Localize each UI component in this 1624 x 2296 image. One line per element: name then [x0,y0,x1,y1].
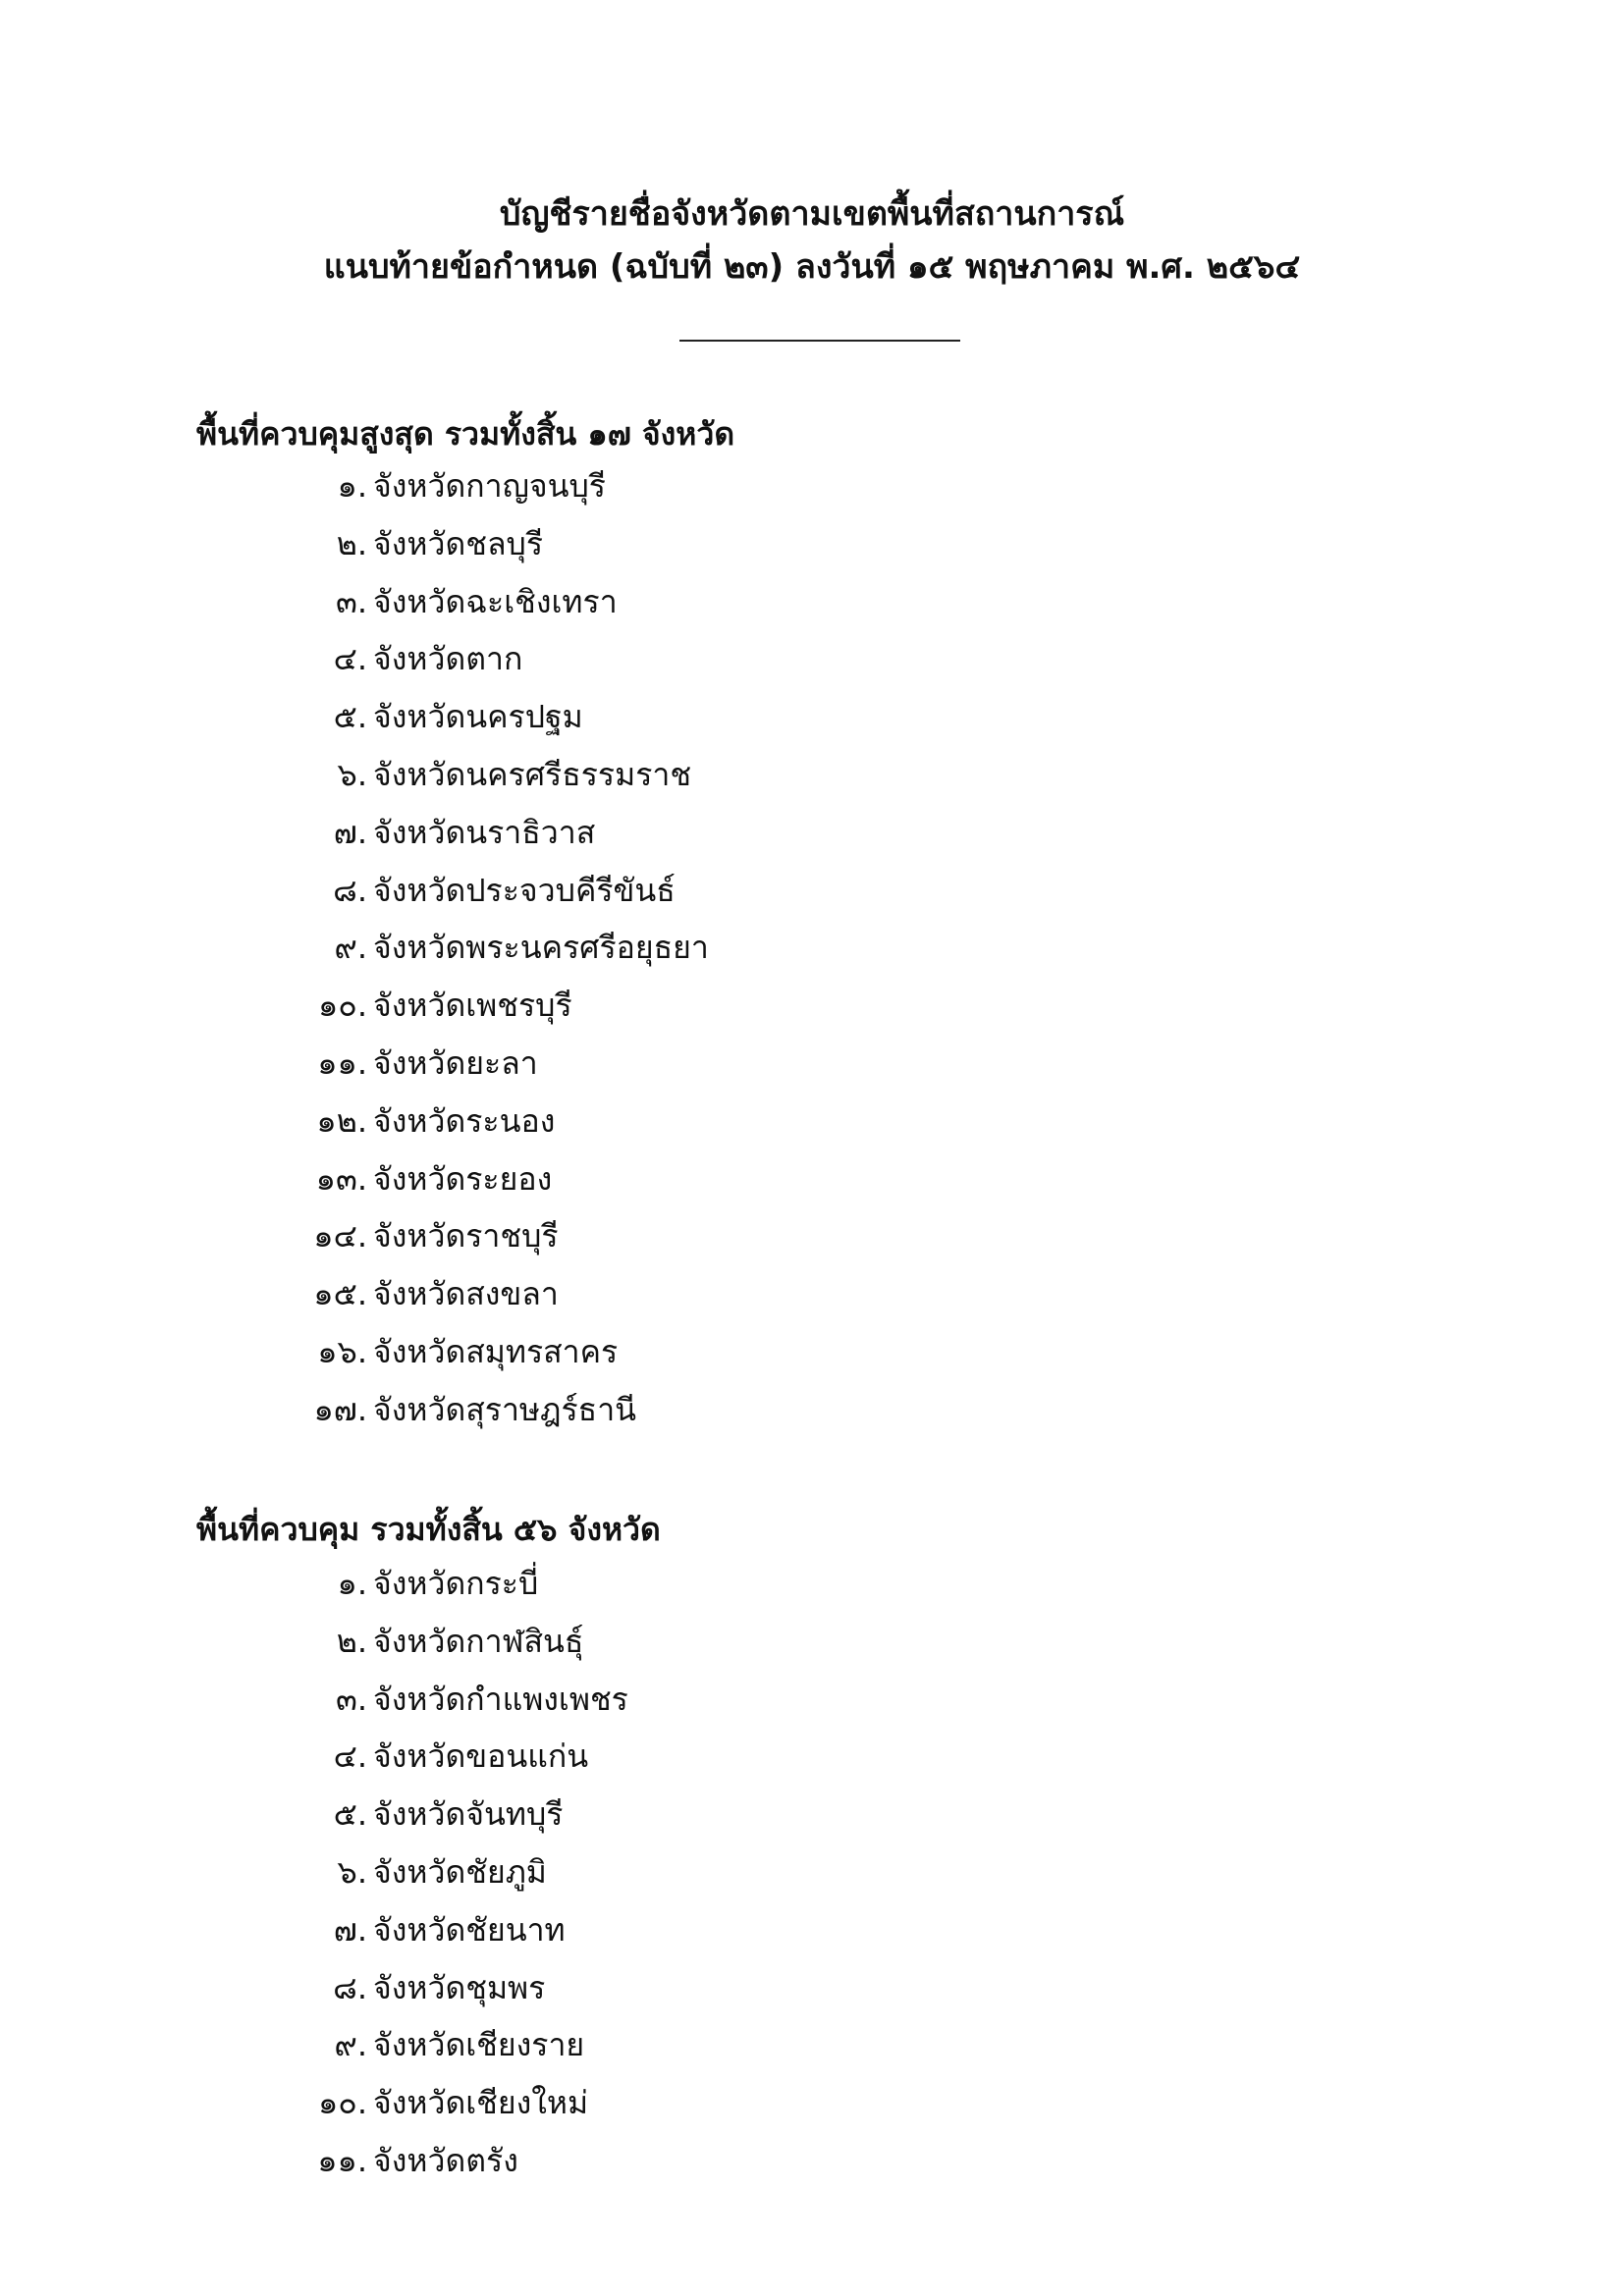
province-name: จังหวัดชุมพร [373,1968,546,2006]
title-divider [679,340,960,342]
province-name: จังหวัดระนอง [373,1101,556,1140]
province-name: จังหวัดราชบุรี [373,1217,559,1255]
document-title: บัญชีรายชื่อจังหวัดตามเขตพื้นที่สถานการณ์ [499,194,1125,234]
item-number: ๑๑. [317,1043,367,1082]
item-number: ๑๑. [317,2141,367,2179]
province-name: จังหวัดประจวบคีรีขันธ์ [373,871,676,909]
item-number: ๑. [337,467,367,505]
province-name: จังหวัดเพชรบุรี [373,987,572,1025]
item-number: ๑๓. [315,1159,367,1198]
province-name: จังหวัดนครปฐม [373,698,583,736]
item-number: ๕. [333,698,367,736]
province-name: จังหวัดสมุทรสาคร [373,1332,619,1370]
province-name: จังหวัดฉะเชิงเทรา [373,582,618,620]
item-number: ๑๒. [316,1101,367,1140]
item-number: ๒. [336,524,367,562]
item-number: ๒. [336,1622,367,1660]
item-number: ๑๐. [317,2084,367,2122]
province-name: จังหวัดกระบี่ [373,1565,539,1602]
item-number: ๔. [333,1737,367,1776]
item-number: ๓. [335,582,367,620]
item-number: ๙. [334,929,367,967]
province-name: จังหวัดนครศรีธรรมราช [373,755,692,793]
section-heading-control: พื้นที่ควบคุม รวมทั้งสิ้น ๕๖ จังหวัด [196,1511,661,1548]
item-number: ๑๐. [317,987,367,1025]
item-number: ๖. [337,1852,367,1891]
province-name: จังหวัดชลบุรี [373,524,544,562]
province-name: จังหวัดสุราษฎร์ธานี [373,1390,637,1428]
section-heading-max-control: พื้นที่ควบคุมสูงสุด รวมทั้งสิ้น ๑๗ จังหวัด [196,415,735,453]
item-number: ๘. [333,1968,367,2006]
province-name: จังหวัดตาก [373,640,523,678]
item-number: ๑๖. [317,1332,367,1370]
item-number: ๑๕. [313,1275,367,1313]
item-number: ๗. [333,813,367,851]
province-name: จังหวัดชัยภูมิ [373,1852,547,1891]
item-number: ๔. [333,640,367,678]
item-number: ๑๔. [313,1217,367,1255]
province-name: จังหวัดเชียงใหม่ [373,2084,589,2122]
province-name: จังหวัดตรัง [373,2141,518,2179]
province-name: จังหวัดสงขลา [373,1275,559,1313]
province-name: จังหวัดพระนครศรีอยุธยา [373,929,709,967]
province-name: จังหวัดกาญจนบุรี [373,467,606,505]
item-number: ๘. [333,871,367,909]
province-name: จังหวัดกำแพงเพชร [373,1680,628,1718]
item-number: ๕. [333,1795,367,1834]
province-name: จังหวัดกาฬสินธุ์ [373,1622,584,1660]
province-name: จังหวัดชัยนาท [373,1910,566,1949]
item-number: ๓. [335,1680,367,1718]
province-name: จังหวัดขอนแก่น [373,1737,589,1776]
province-name: จังหวัดยะลา [373,1043,538,1082]
province-name: จังหวัดจันทบุรี [373,1795,564,1834]
document-subtitle: แนบท้ายข้อกำหนด (ฉบับที่ ๒๓) ลงวันที่ ๑๕ พฤษภาคม พ.ศ. ๒๕๖๔ [323,247,1301,287]
province-name: จังหวัดนราธิวาส [373,813,596,851]
item-number: ๙. [334,2026,367,2064]
item-number: ๗. [333,1910,367,1949]
item-number: ๑. [337,1565,367,1602]
item-number: ๑๗. [313,1390,367,1428]
item-number: ๖. [337,755,367,793]
province-name: จังหวัดเชียงราย [373,2026,585,2064]
province-name: จังหวัดระยอง [373,1159,553,1198]
